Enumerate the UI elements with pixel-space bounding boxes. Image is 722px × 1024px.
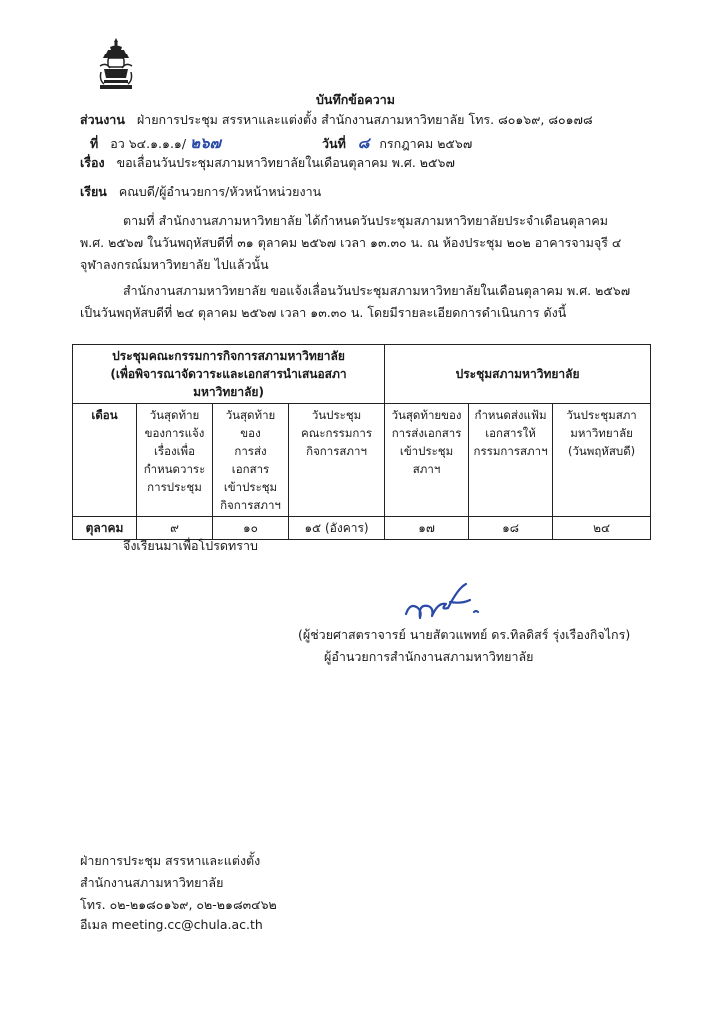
reference-value: อว ๖๔.๑.๑.๑/: [110, 136, 187, 151]
signer-name: (ผู้ช่วยศาสตราจารย์ นายสัตวแพทย์ ดร.ทิลดิสร์ รุ่งเรืองกิจไกร): [298, 627, 631, 642]
paragraph-1-line-3: จุฬาลงกรณ์มหาวิทยาลัย ไปแล้วนั้น: [80, 257, 269, 272]
date-value: กรกฎาคม ๒๕๖๗: [379, 136, 473, 151]
reference-label: ที่: [90, 136, 99, 151]
group-header-council: ประชุมสภามหาวิทยาลัย: [385, 345, 651, 404]
signer-title: ผู้อำนวยการสำนักงานสภามหาวิทยาลัย: [324, 649, 534, 664]
footer-email: อีเมล meeting.cc@chula.ac.th: [80, 917, 263, 932]
department-row: [80, 110, 593, 130]
subject-value: ขอเลื่อนวันประชุมสภามหาวิทยาลัยในเดือนตุลาคม พ.ศ. ๒๕๖๗: [116, 155, 455, 170]
column-header-1: วันสุดท้าย ของการแจ้ง เรื่องเพื่อ กำหนดวาระ การประชุม: [137, 404, 213, 517]
table-cell: ๑๐: [213, 517, 289, 540]
body-paragraph-2: [80, 280, 652, 324]
footer-line-1: ฝ่ายการประชุม สรรหาและแต่งตั้ง: [80, 853, 261, 868]
column-header-6: วันประชุมสภา มหาวิทยาลัย (วันพฤหัสบดี): [553, 404, 651, 517]
paragraph-2-line-2: เป็นวันพฤหัสบดีที่ ๒๔ ตุลาคม ๒๕๖๗ เวลา ๑๓.๓๐ น. โดยมีรายละเอียดการดำเนินการ ดังนี้: [80, 305, 567, 320]
paragraph-1-line-2: พ.ศ. ๒๕๖๗ ในวันพฤหัสบดีที่ ๓๑ ตุลาคม ๒๕๖๗ เวลา ๑๓.๓๐ น. ณ ห้องประชุม ๒๐๒ อาคารจามจุรี ๔: [80, 235, 622, 250]
table-cell: ๒๔: [553, 517, 651, 540]
row-label-month: ตุลาคม: [73, 517, 137, 540]
date-label: วันที่: [322, 136, 346, 151]
reference-number-handwritten: ๒๖๗: [190, 134, 221, 152]
schedule-table: [72, 344, 651, 540]
department-label: ส่วนงาน: [80, 112, 125, 127]
memo-title: บันทึกข้อความ: [316, 92, 395, 107]
university-emblem-logo: [96, 36, 136, 92]
footer-phone: โทร. ๐๒-๒๑๘๐๑๖๙, ๐๒-๒๑๘๓๔๖๒: [80, 897, 277, 912]
to-value: คณบดี/ผู้อำนวยการ/หัวหน้าหน่วยงาน: [118, 184, 322, 199]
date-day-handwritten: ๘: [357, 134, 370, 152]
month-header: เดือน: [73, 404, 137, 517]
subject-row: [80, 153, 455, 173]
closing-text: จึงเรียนมาเพื่อโปรดทราบ: [123, 538, 258, 553]
body-paragraph-1: [80, 210, 652, 276]
to-label: เรียน: [80, 184, 107, 199]
table-cell: ๑๕ (อังคาร): [289, 517, 385, 540]
paragraph-2-line-1: สำนักงานสภามหาวิทยาลัย ขอแจ้งเลื่อนวันประชุมสภามหาวิทยาลัยในเดือนตุลาคม พ.ศ. ๒๕๖๗: [123, 283, 631, 298]
table-group-header-row: [73, 345, 651, 404]
reference-row: [80, 131, 221, 155]
department-value: ฝ่ายการประชุม สรรหาและแต่งตั้ง สำนักงานสภามหาวิทยาลัย โทร. ๘๐๑๖๙, ๘๐๑๗๘: [136, 112, 593, 127]
column-header-5: กำหนดส่งแฟ้ม เอกสารให้ กรรมการสภาฯ: [469, 404, 553, 517]
column-header-2: วันสุดท้ายของ การส่งเอกสาร เข้าประชุม กิจการสภาฯ: [213, 404, 289, 517]
group-header-committee-line-1: ประชุมคณะกรรมการกิจการสภามหาวิทยาลัย: [112, 349, 345, 363]
column-header-3: วันประชุม คณะกรรมการ กิจการสภาฯ: [289, 404, 385, 517]
paragraph-1-line-1: ตามที่ สำนักงานสภามหาวิทยาลัย ได้กำหนดวันประชุมสภามหาวิทยาลัยประจำเดือนตุลาคม: [123, 213, 609, 228]
date-row: [322, 131, 472, 155]
column-header-4: วันสุดท้ายของ การส่งเอกสาร เข้าประชุม สภาฯ: [385, 404, 469, 517]
to-row: [80, 182, 321, 202]
table-column-header-row: [73, 404, 651, 517]
group-header-committee-line-2: (เพื่อพิจารณาจัดวาระและเอกสารนำเสนอสภามหาวิทยาลัย): [110, 367, 347, 399]
table-cell: ๑๘: [469, 517, 553, 540]
group-header-committee: [73, 345, 385, 404]
footer-line-2: สำนักงานสภามหาวิทยาลัย: [80, 875, 224, 890]
subject-label: เรื่อง: [80, 155, 105, 170]
table-cell: ๑๗: [385, 517, 469, 540]
table-cell: ๙: [137, 517, 213, 540]
handwritten-signature: [400, 574, 490, 626]
